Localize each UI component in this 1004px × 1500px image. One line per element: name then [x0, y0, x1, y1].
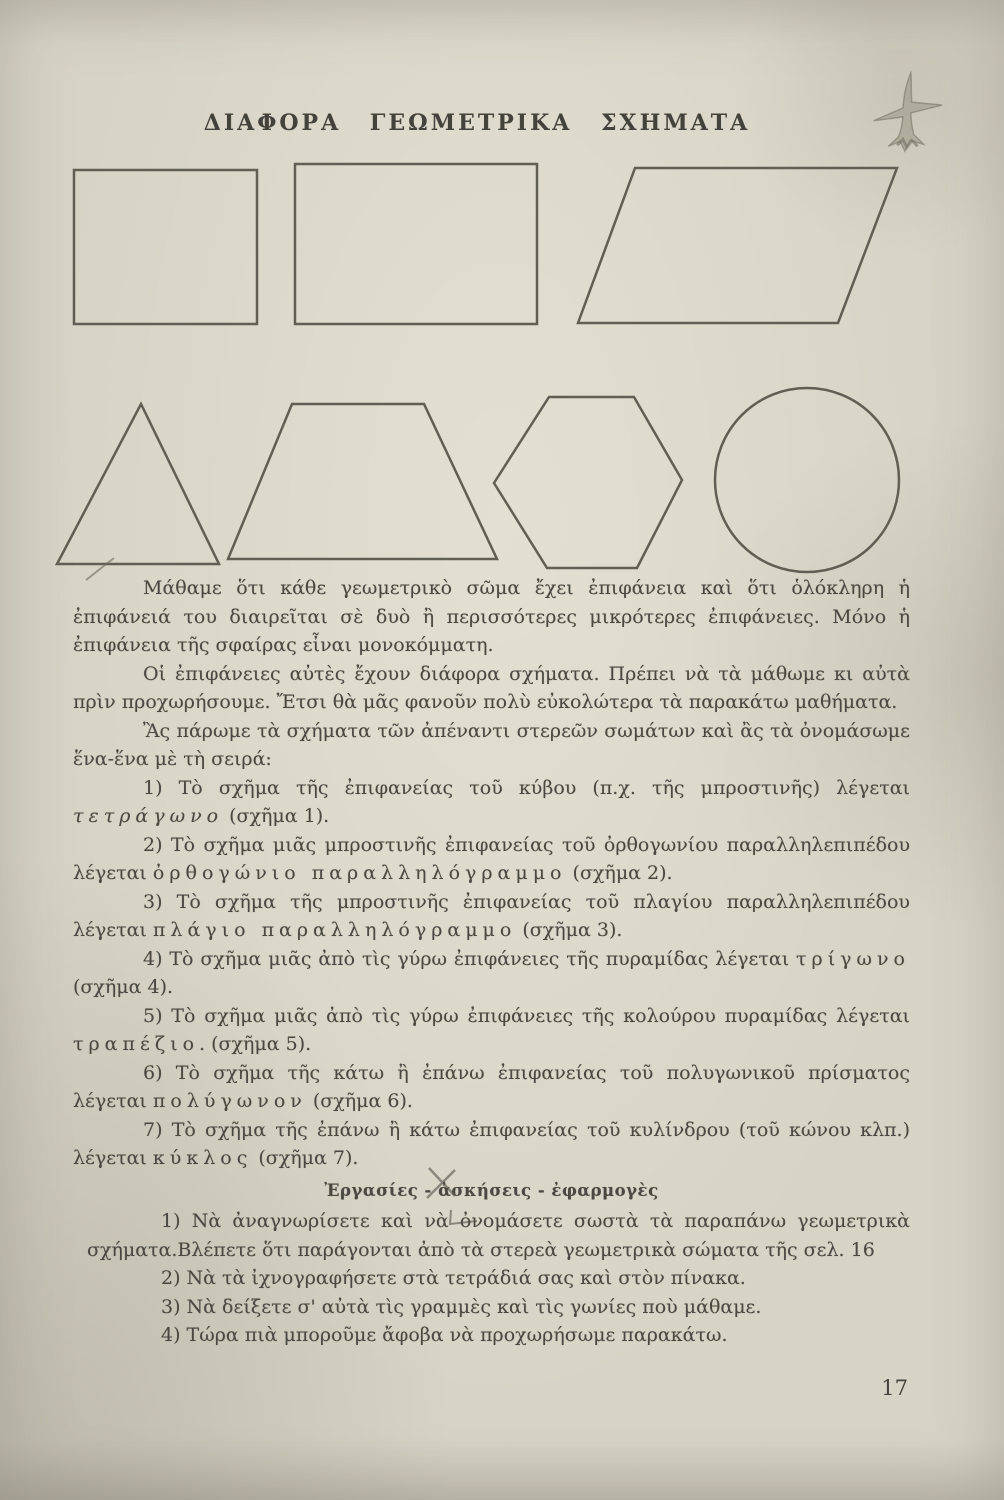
numbered-item-7	[73, 1116, 910, 1173]
exercises-heading: Ἐργασίες - ἀσκήσεις - ἐφαρμογὲς	[324, 1180, 659, 1200]
circle-shape	[715, 388, 899, 572]
numbered-item-3	[73, 888, 910, 945]
exercise-item-4: 4) Τώρα πιὰ μποροῦμε ἄφοβα νὰ προχωρήσωμε παρακάτω.	[161, 1324, 728, 1346]
numbered-item-1	[73, 774, 910, 831]
paragraph-1: Μάθαμε ὅτι κάθε γεωμετρικὸ σῶμα ἔχει ἐπιφάνεια καὶ ὅτι ὁλόκληρη ἡ ἐπιφάνειά του διαιρεῖται σὲ δυὸ ἢ περισσότερες μικρότερες ἐπιφάνειες. Μόνο ἡ ἐπιφάνεια τῆς σφαίρας εἶναι μονοκόμματη.	[73, 577, 910, 656]
item-text: 3) Τὸ σχῆμα τῆς μπροστινῆς ἐπιφανείας τοῦ πλαγίου παραλληλεπιπέδου λέγεται	[73, 890, 910, 941]
shape-term: τρίγωνο	[796, 947, 910, 970]
item-text: 7) Τὸ σχῆμα τῆς ἐπάνω ἢ κάτω ἐπιφανείας τοῦ κυλίνδρου (τοῦ κώνου κλπ.) λέγεται	[73, 1118, 910, 1169]
numbered-item-2	[73, 831, 910, 888]
paragraph-3: Ἂς πάρωμε τὰ σχήματα τῶν ἀπέναντι στερεῶν σωμάτων καὶ ἂς τὰ ὀνομάσωμε ἕνα-ἕνα μὲ τὴ σειρά:	[73, 719, 910, 770]
item-text: 1) Τὸ σχῆμα τῆς ἐπιφανείας τοῦ κύβου (π.χ. τῆς μπροστινῆς) λέγεται	[143, 776, 910, 799]
page-number: 17	[881, 1376, 908, 1400]
exercise-item-1: 1) Νὰ ἀναγνωρίσετε καὶ νὰ ὀνομάσετε σωστὰ τὰ παραπάνω γεωμετρικὰ σχήματα.Βλέπετε ὅτι παράγονται ἀπὸ τὰ στερεὰ γεωμετρικὰ σώματα τῆς σελ. 16	[87, 1210, 910, 1261]
page-title: ΔΙΑΦΟΡΑ ΓΕΩΜΕΤΡΙΚΑ ΣΧΗΜΑΤΑ	[203, 110, 751, 136]
numbered-item-4	[73, 945, 910, 1002]
airplane-doodle-icon	[852, 60, 950, 158]
shapes-figure	[0, 150, 1004, 590]
rectangle-shape	[295, 164, 537, 324]
parallelogram-shape	[578, 168, 897, 323]
shape-term: πλάγιο παραλληλόγραμμο	[152, 919, 517, 941]
square-shape	[74, 170, 257, 324]
exercise-item-2: 2) Νὰ τὰ ἰχνογραφήσετε στὰ τετράδιά σας καὶ στὸν πίνακα.	[161, 1267, 746, 1289]
pencil-x-mark	[415, 1162, 489, 1236]
item-text: (σχῆμα 7).	[252, 1147, 359, 1169]
item-text: 2) Τὸ σχῆμα μιᾶς μπροστινῆς ἐπιφανείας τοῦ ὀρθογωνίου παραλληλεπιπέδου λέγεται	[73, 833, 910, 884]
item-text: (σχῆμα 2).	[566, 862, 673, 884]
triangle-shape	[57, 404, 219, 564]
item-text: . (σχῆμα 5).	[199, 1033, 312, 1055]
item-text: 6) Τὸ σχῆμα τῆς κάτω ἢ ἐπάνω ἐπιφανείας τοῦ πολυγωνικοῦ πρίσματος λέγεται	[73, 1061, 910, 1112]
item-text: 5) Τὸ σχῆμα μιᾶς ἀπὸ τὶς γύρω ἐπιφάνειες τῆς κολούρου πυραμίδας λέγεται	[143, 1004, 910, 1027]
body-text	[73, 574, 910, 1350]
item-text: (σχῆμα 3).	[516, 919, 623, 941]
shape-term: τραπέζιο	[73, 1033, 200, 1055]
numbered-item-6	[73, 1059, 910, 1116]
item-text: (σχῆμα 6).	[306, 1090, 413, 1112]
shape-term: τετράγωνο	[73, 805, 224, 827]
trapezoid-shape	[228, 404, 497, 559]
item-text: 4) Τὸ σχῆμα μιᾶς ἀπὸ τὶς γύρω ἐπιφάνειες τῆς πυραμίδας λέγεται	[143, 947, 797, 970]
shape-term: κύκλος	[152, 1147, 253, 1169]
exercise-item-3: 3) Νὰ δείξετε σ' αὐτὰ τὶς γραμμὲς καὶ τὶς γωνίες ποὺ μάθαμε.	[161, 1295, 762, 1318]
paragraph-2: Οἱ ἐπιφάνειες αὐτὲς ἔχουν διάφορα σχήματα. Πρέπει νὰ τὰ μάθωμε κι αὐτὰ πρὶν προχωρήσουμε. Ἔτσι θὰ μᾶς φανοῦν πολὺ εὐκολώτερα τὰ παρακάτω μαθήματα.	[73, 662, 910, 713]
shape-term: πολύγωνον	[152, 1090, 307, 1112]
shape-term: ὀρθογώνιο παραλληλόγραμμο	[152, 862, 567, 884]
item-text: (σχῆμα 1).	[223, 805, 330, 827]
hexagon-shape	[494, 397, 682, 568]
numbered-item-5	[73, 1002, 910, 1059]
item-text: (σχῆμα 4).	[73, 976, 174, 998]
